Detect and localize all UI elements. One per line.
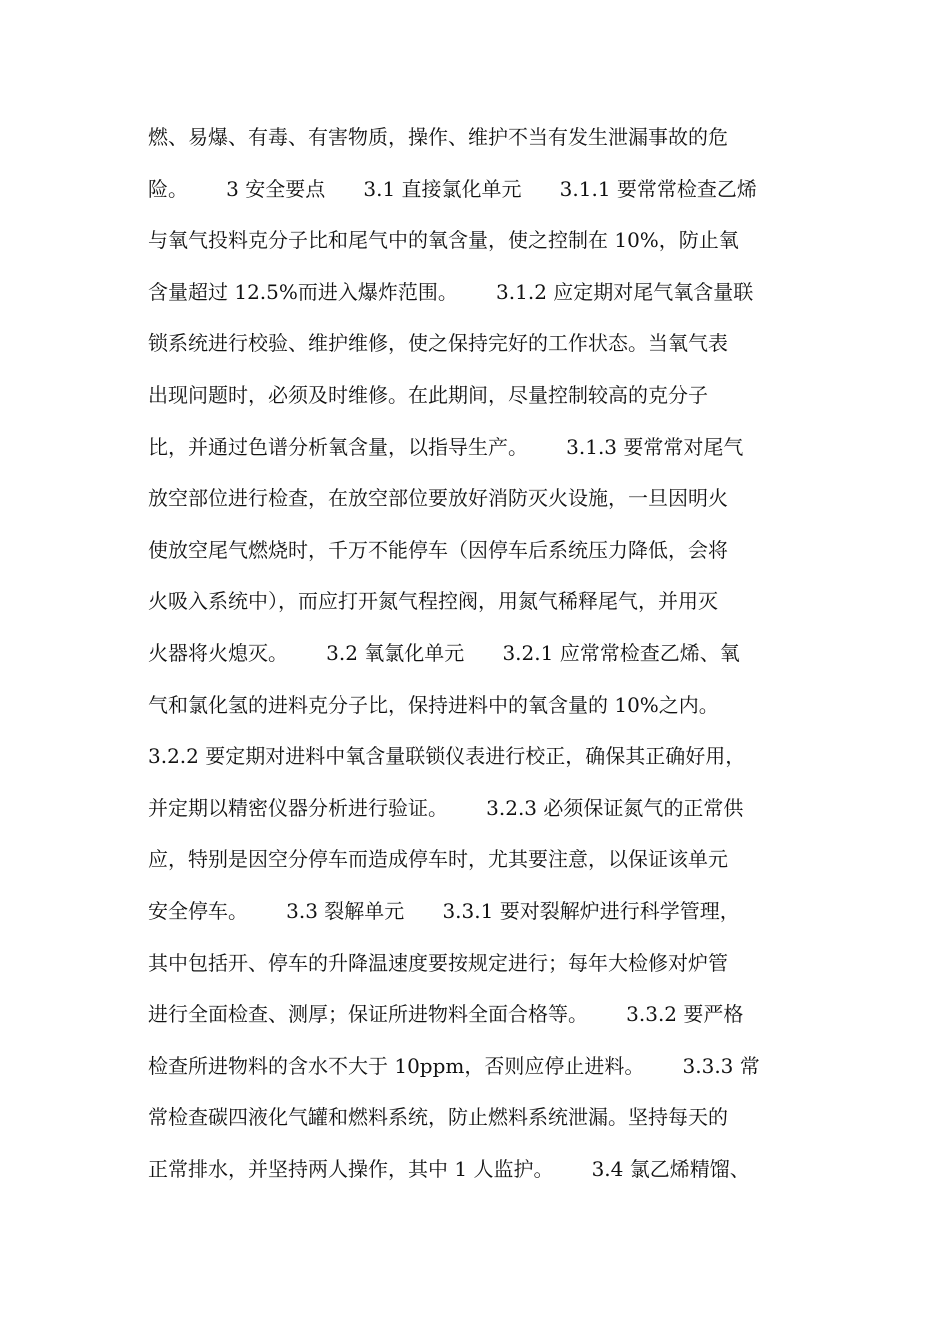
text-line: 正常排水，并坚持两人操作，其中 1 人监护。 3.4 氯乙烯精馏、 <box>148 1156 750 1181</box>
text-line: 应，特别是因空分停车而造成停车时，尤其要注意，以保证该单元 <box>148 847 728 872</box>
text-line: 常检查碳四液化气罐和燃料系统，防止燃料系统泄漏。坚持每天的 <box>148 1105 728 1130</box>
text-line: 险。 3 安全要点 3.1 直接氯化单元 3.1.1 要常常检查乙烯 <box>148 176 757 201</box>
text-line: 与氧气投料克分子比和尾气中的氧含量，使之控制在 10%，防止氧 <box>148 228 739 253</box>
text-line: 进行全面检查、测厚；保证所进物料全面合格等。 3.3.2 要严格 <box>148 1002 744 1027</box>
text-line: 出现问题时，必须及时维修。在此期间，尽量控制较高的克分子 <box>148 382 708 407</box>
text-line: 火器将火熄灭。 3.2 氧氯化单元 3.2.1 应常常检查乙烯、氧 <box>148 640 740 665</box>
text-line: 检查所进物料的含水不大于 10ppm，否则应停止进料。 3.3.3 常 <box>148 1053 760 1078</box>
text-line: 锁系统进行校验、维护维修，使之保持完好的工作状态。当氧气表 <box>148 331 728 356</box>
text-line: 放空部位进行检查，在放空部位要放好消防灭火设施，一旦因明火 <box>148 486 728 511</box>
text-line: 燃、易爆、有毒、有害物质，操作、维护不当有发生泄漏事故的危 <box>148 125 728 149</box>
text-line: 比，并通过色谱分析氧含量，以指导生产。 3.1.3 要常常对尾气 <box>148 434 744 459</box>
text-line: 并定期以精密仪器分析进行验证。 3.2.3 必须保证氮气的正常供 <box>148 795 744 820</box>
text-line: 安全停车。 3.3 裂解单元 3.3.1 要对裂解炉进行科学管理， <box>148 898 740 923</box>
text-line: 火吸入系统中），而应打开氮气程控阀，用氮气稀释尾气，并用灭 <box>148 589 718 614</box>
text-line: 3.2.2 要定期对进料中氧含量联锁仪表进行校正，确保其正确好用， <box>148 744 746 769</box>
text-line: 其中包括开、停车的升降温速度要按规定进行；每年大检修对炉管 <box>148 950 728 975</box>
text-line: 使放空尾气燃烧时，千万不能停车（因停车后系统压力降低，会将 <box>148 537 728 562</box>
body-text <box>148 116 808 1199</box>
text-line: 气和氯化氢的进料克分子比，保持进料中的氧含量的 10%之内。 <box>148 692 719 717</box>
text-line: 含量超过 12.5%而进入爆炸范围。 3.1.2 应定期对尾气氧含量联 <box>148 279 754 304</box>
